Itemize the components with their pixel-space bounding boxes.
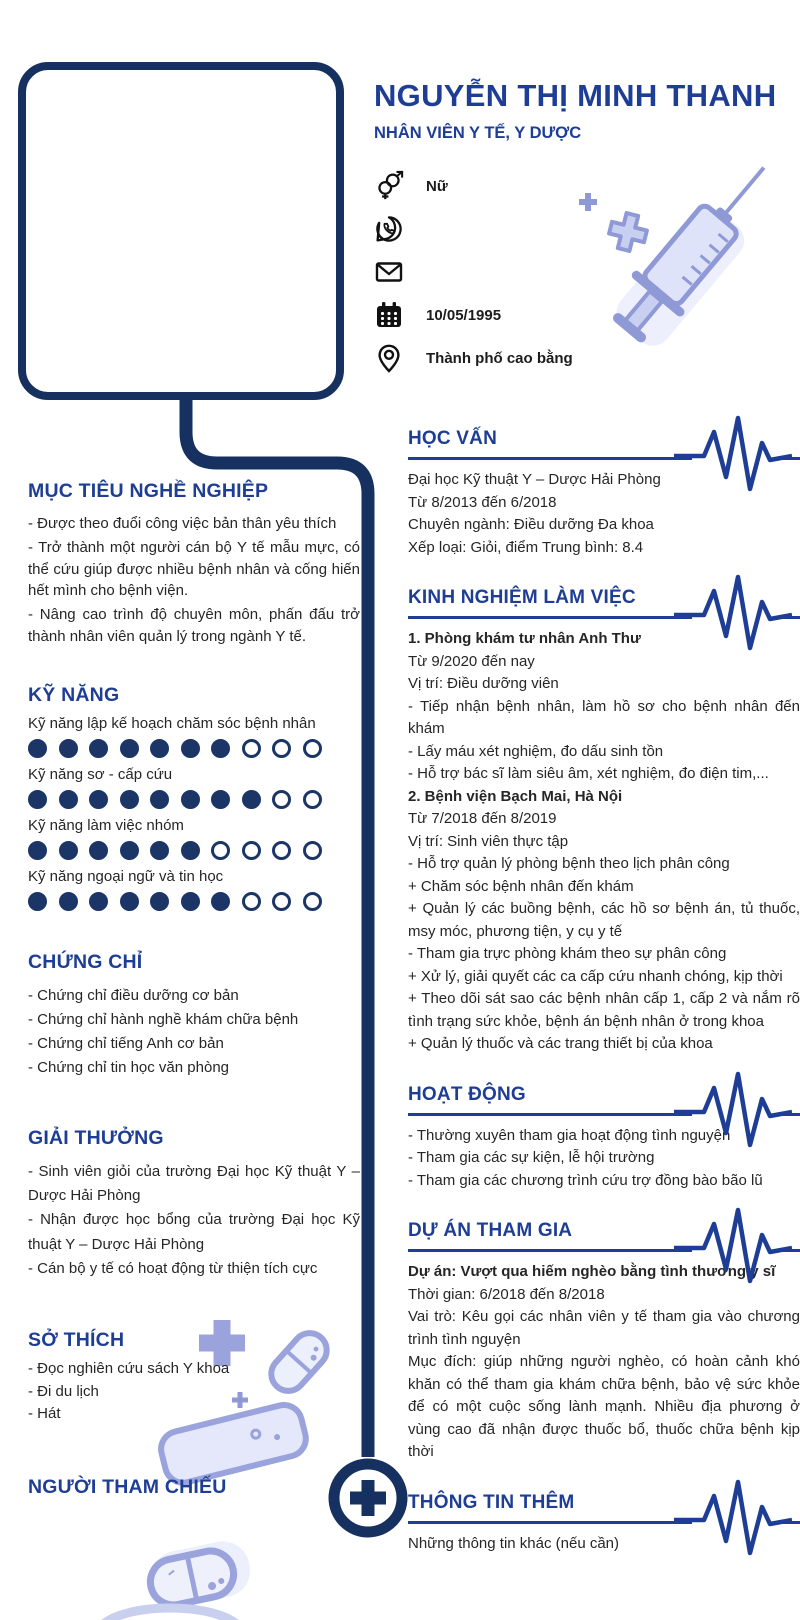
heartbeat-icon	[674, 1071, 792, 1153]
activity-item: - Thường xuyên tham gia hoạt động tình nguyện	[408, 1126, 731, 1144]
dot-filled	[59, 790, 78, 809]
skill-row	[28, 715, 360, 758]
pill-capsule-icon	[145, 1536, 255, 1612]
section-title: CHỨNG CHỈ	[28, 950, 143, 973]
dot-filled	[211, 790, 230, 809]
certificate-item: - Chứng chỉ tin học văn phòng	[28, 1059, 229, 1077]
gender-icon	[374, 171, 404, 201]
experience-line: - Tiếp nhận bệnh nhân, làm hồ sơ cho bệnh nhân đến khám	[408, 697, 800, 737]
dot-filled	[181, 841, 200, 860]
section-title: NGƯỜI THAM CHIẾU	[28, 1475, 227, 1498]
education-line: Từ 8/2013 đến 6/2018	[408, 493, 557, 511]
dot-filled	[150, 739, 169, 758]
objective-line: - Được theo đuổi công việc bản thân yêu thích	[28, 515, 337, 532]
dot-filled	[28, 790, 47, 809]
dot-empty	[242, 739, 261, 758]
objective-lines	[28, 513, 360, 648]
photo-placeholder	[18, 62, 344, 400]
award-item: - Sinh viên giỏi của trường Đại học Kỹ thuật Y – Dược Hải Phòng	[28, 1162, 360, 1204]
contact-list	[374, 171, 790, 373]
heartbeat-icon	[674, 1207, 792, 1289]
email-icon	[374, 257, 404, 287]
section-objective	[28, 480, 360, 648]
dot-filled	[28, 892, 47, 911]
additional-line: Những thông tin khác (nếu cần)	[408, 1534, 620, 1552]
experience-line: + Quản lý các buồng bệnh, các hồ sơ bệnh án, tủ thuốc, msy móc, phương tiện, y cụ y tế	[408, 900, 800, 940]
hobby-item: - Đi du lịch	[28, 1382, 99, 1400]
award-item: - Nhận được học bổng của trường Đại học Kỹ thuật Y – Dược Hải Phòng	[28, 1211, 360, 1253]
calendar-icon	[374, 300, 404, 330]
dot-empty	[211, 841, 230, 860]
contact-row-birthday	[374, 300, 790, 330]
project-line: Thời gian: 6/2018 đến 8/2018	[408, 1285, 605, 1303]
section-header	[408, 428, 800, 460]
candidate-name: NGUYỄN THỊ MINH THANH	[374, 78, 777, 113]
dot-filled	[59, 739, 78, 758]
experience-line: Từ 9/2020 đến nay	[408, 652, 535, 670]
dot-filled	[89, 790, 108, 809]
education-line: Đại học Kỹ thuật Y – Dược Hải Phòng	[408, 471, 661, 488]
experience-line: - Hỗ trợ quản lý phòng bệnh theo lịch phân công	[408, 855, 730, 872]
gender-value: Nữ	[426, 177, 448, 195]
candidate-title: NHÂN VIÊN Y TẾ, Y DƯỢC	[374, 124, 582, 142]
skill-label: Kỹ năng làm việc nhóm	[28, 816, 184, 834]
section-header	[408, 1492, 800, 1524]
experience-line: - Lấy máu xét nghiệm, đo dấu sinh tồn	[408, 742, 664, 760]
dot-empty	[303, 841, 322, 860]
hobby-list	[28, 1358, 360, 1426]
skills-list	[28, 715, 360, 911]
experience-line: + Chăm sóc bệnh nhân đến khám	[408, 877, 634, 895]
education-line: Chuyên ngành: Điều dưỡng Đa khoa	[408, 516, 654, 533]
project-lines	[408, 1261, 800, 1464]
section-title: KỸ NĂNG	[28, 683, 120, 706]
dot-filled	[242, 790, 261, 809]
dot-filled	[120, 739, 139, 758]
dot-empty	[272, 739, 291, 758]
contact-row-gender	[374, 171, 790, 201]
dot-filled	[211, 892, 230, 911]
dot-filled	[150, 841, 169, 860]
heartbeat-icon	[674, 415, 792, 497]
dot-empty	[272, 790, 291, 809]
certificate-list	[28, 984, 360, 1081]
contact-row-email	[374, 257, 790, 287]
certificate-item: - Chứng chỉ tiếng Anh cơ bản	[28, 1035, 224, 1053]
dot-filled	[150, 892, 169, 911]
experience-line: + Theo dõi sát sao các bệnh nhân cấp 1, cấp 2 và nắm rõ tình trạng sức khỏe, bệnh án bệnh nhân ở trong khoa	[408, 990, 800, 1030]
project-line: Vai trò: Kêu gọi các nhân viên y tế tham gia vào chương trình tình nguyện	[408, 1308, 800, 1348]
section-title: GIẢI THƯỞNG	[28, 1126, 164, 1149]
hobby-item: - Đọc nghiên cứu sách Y khoa	[28, 1360, 230, 1378]
dot-empty	[272, 841, 291, 860]
dot-filled	[89, 892, 108, 911]
dot-filled	[120, 892, 139, 911]
dot-filled	[150, 790, 169, 809]
project-line: Mục đích: giúp những người nghèo, có hoàn cảnh khó khăn có thể tham gia khám chữa bệnh, bảo vệ sức khỏe để có một cuộc sống lành mạnh. Nhiều địa phương ở vùng cao đã nhận được thuốc bổ, thuốc chữa bệnh kịp thời	[408, 1353, 800, 1460]
dot-filled	[89, 739, 108, 758]
dot-filled	[28, 739, 47, 758]
dot-filled	[59, 841, 78, 860]
heartbeat-icon	[674, 574, 792, 656]
activity-item: - Tham gia các chương trình cứu trợ đồng bào bão lũ	[408, 1171, 763, 1189]
skill-row	[28, 817, 360, 860]
education-line: Xếp loại: Giỏi, điểm Trung bình: 8.4	[408, 538, 644, 556]
section-education	[408, 428, 800, 559]
section-additional	[408, 1492, 800, 1556]
section-certificates	[28, 951, 360, 1081]
skill-rating	[28, 739, 360, 758]
dot-filled	[181, 892, 200, 911]
right-column	[408, 428, 800, 1555]
experience-line: Vị trí: Điều dưỡng viên	[408, 675, 559, 692]
skill-label: Kỹ năng sơ - cấp cứu	[28, 765, 173, 783]
skill-label: Kỹ năng lập kế hoạch chăm sóc bệnh nhân	[28, 714, 316, 732]
hobby-item: - Hát	[28, 1405, 61, 1423]
dot-empty	[272, 892, 291, 911]
dot-empty	[303, 739, 322, 758]
section-title: HOẠT ĐỘNG	[408, 1083, 526, 1105]
section-title: HỌC VẤN	[408, 428, 498, 449]
skill-rating	[28, 790, 360, 809]
experience-line: 2. Bệnh viện Bạch Mai, Hà Nội	[408, 787, 623, 805]
section-header	[408, 1220, 800, 1252]
section-title: KINH NGHIỆM LÀM VIỆC	[408, 587, 636, 608]
dot-filled	[181, 790, 200, 809]
project-line: Dự án: Vượt qua hiếm nghèo bằng tình thương y sĩ	[408, 1263, 776, 1280]
section-experience	[408, 587, 800, 1056]
section-skills	[28, 684, 360, 911]
contact-row-phone	[374, 214, 790, 244]
dot-filled	[211, 739, 230, 758]
dot-empty	[303, 790, 322, 809]
location-value: Thành phố cao bằng	[426, 349, 573, 367]
experience-lines	[408, 628, 800, 1056]
experience-line: 1. Phòng khám tư nhân Anh Thư	[408, 630, 641, 647]
section-header	[408, 587, 800, 619]
experience-line: + Quản lý thuốc và các trang thiết bị của khoa	[408, 1035, 713, 1052]
dot-empty	[303, 892, 322, 911]
location-icon	[374, 343, 404, 373]
section-title: DỰ ÁN THAM GIA	[408, 1220, 573, 1241]
dot-empty	[242, 841, 261, 860]
dot-filled	[59, 892, 78, 911]
clipped-pill-icon	[98, 1608, 242, 1620]
section-header	[408, 1084, 800, 1116]
award-item: - Cán bộ y tế có hoạt động từ thiện tích cực	[28, 1259, 318, 1277]
section-activities	[408, 1084, 800, 1193]
contact-row-location	[374, 343, 790, 373]
dot-filled	[28, 841, 47, 860]
certificate-item: - Chứng chỉ hành nghề khám chữa bệnh	[28, 1010, 299, 1028]
award-list	[28, 1160, 360, 1281]
dot-empty	[242, 892, 261, 911]
whatsapp-icon	[374, 214, 404, 244]
experience-line: Vị trí: Sinh viên thực tập	[408, 832, 569, 850]
experience-line: - Tham gia trực phòng khám theo sự phân công	[408, 945, 727, 962]
dot-filled	[181, 739, 200, 758]
section-projects	[408, 1220, 800, 1464]
dot-filled	[120, 841, 139, 860]
birthday-value: 10/05/1995	[426, 306, 502, 324]
skill-row	[28, 868, 360, 911]
objective-line: - Trở thành một người cán bộ Y tế mẫu mực, có thể cứu giúp được nhiều bệnh nhân và cống hiến hết mình cho bệnh viện.	[28, 538, 360, 600]
certificate-item: - Chứng chỉ điều dưỡng cơ bản	[28, 986, 239, 1004]
dot-filled	[89, 841, 108, 860]
section-awards	[28, 1127, 360, 1281]
skill-rating	[28, 841, 360, 860]
section-references	[28, 1476, 360, 1499]
experience-line: - Hỗ trợ bác sĩ làm siêu âm, xét nghiệm, đo điện tim,...	[408, 765, 769, 782]
objective-line: - Nâng cao trình độ chuyên môn, phấn đấu trở thành nhân viên quản lý trong ngành Y tế.	[28, 606, 360, 645]
left-column	[28, 480, 360, 1509]
section-title: THÔNG TIN THÊM	[408, 1491, 575, 1513]
dot-filled	[120, 790, 139, 809]
experience-line: + Xử lý, giải quyết các ca cấp cứu nhanh chóng, kịp thời	[408, 967, 783, 985]
skill-row	[28, 766, 360, 809]
skill-rating	[28, 892, 360, 911]
section-hobbies	[28, 1329, 360, 1426]
skill-label: Kỹ năng ngoại ngữ và tin học	[28, 867, 224, 885]
activity-item: - Tham gia các sự kiện, lễ hội trường	[408, 1149, 655, 1166]
section-title: SỞ THÍCH	[28, 1329, 125, 1352]
heartbeat-icon	[674, 1479, 792, 1561]
header	[374, 78, 790, 373]
section-title: MỤC TIÊU NGHỀ NGHIỆP	[28, 480, 269, 502]
experience-line: Từ 7/2018 đến 8/2019	[408, 810, 557, 827]
